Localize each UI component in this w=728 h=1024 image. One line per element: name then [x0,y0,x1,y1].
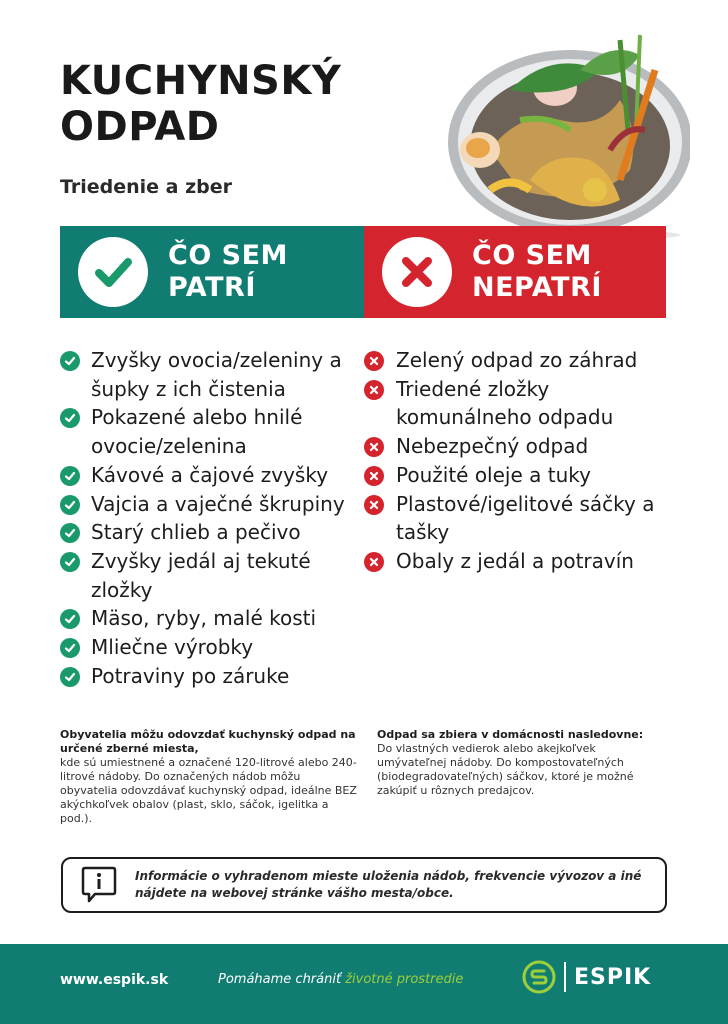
cross-badge-icon [382,237,452,307]
cross-circle-icon [364,351,384,371]
list-item-label: Zvyšky ovocia/zeleniny a šupky z ich čistenia [91,348,342,401]
list-item-label: Kávové a čajové zvyšky [91,462,329,487]
espik-logo [522,960,651,994]
cross-circle-icon [364,466,384,486]
info-collection-points [60,728,360,826]
list-item-label: Mliečne výrobky [91,635,254,660]
list-item [60,547,360,604]
list-item [60,633,360,662]
belongs-title-line2: PATRÍ [168,272,256,303]
list-item [364,490,664,547]
not-belongs-list [364,346,664,576]
cross-circle-icon [364,495,384,515]
page-subtitle: Triedenie a zber [60,176,233,198]
check-circle-icon [60,351,80,371]
not-belongs-title-line1: ČO SEM [472,240,592,271]
check-circle-icon [60,408,80,428]
list-item [60,403,360,460]
list-item-label: Triedené zložky komunálneho odpadu [396,376,614,430]
check-circle-icon [60,495,80,515]
info-collection-points-body: kde sú umiestnené a označené 120-litrové alebo 240-litrové nádoby. Do označených nádob môžu obyvatelia odovzdávať kuchynský odpad, ideálne BEZ akýchkoľvek obalov (plast, sklo, sáčok, igelitka a pod.). [60,756,357,825]
list-item-label: Starý chlieb a pečivo [91,520,301,545]
list-item-label: Mäso, ryby, malé kosti [91,606,317,631]
list-item-label: Plastové/igelitové sáčky a tašky [396,491,655,545]
info-household-collection [377,728,667,798]
info-collection-points-heading: Obyvatelia môžu odovzdať kuchynský odpad na určené zberné miesta, [60,728,356,755]
footer [0,944,728,1024]
list-item [60,604,360,633]
not-belongs-title [472,240,602,304]
list-item [364,346,664,375]
check-circle-icon [60,523,80,543]
list-item [60,490,360,519]
list-item [60,518,360,547]
notice-text: Informácie o vyhradenom mieste uloženia nádob, frekvencie vývozov a iné nájdete na webovej stránke vášho mesta/obce. [135,869,642,900]
check-circle-icon [60,552,80,572]
page-title-line1: KUCHYNSKÝ [60,58,342,104]
list-item-label: Potraviny po záruke [91,663,290,688]
footer-slogan [218,972,463,987]
belongs-title-line1: ČO SEM [168,240,288,271]
info-household-collection-heading: Odpad sa zbiera v domácnosti nasledovne: [377,728,644,741]
cross-circle-icon [364,552,384,572]
list-item-label: Použité oleje a tuky [396,462,591,487]
list-item-label: Zvyšky jedál aj tekuté zložky [91,548,311,602]
notice-box [61,857,667,913]
list-item-label: Pokazené alebo hnilé ovocie/zelenina [91,405,303,459]
list-item [364,375,664,432]
list-item-label: Zelený odpad zo záhrad [396,348,638,372]
list-item [60,662,360,691]
list-item [60,461,360,490]
info-speech-bubble-icon [81,865,117,905]
check-circle-icon [60,466,80,486]
cross-icon [395,250,439,294]
check-icon [91,250,135,294]
footer-website-link[interactable]: www.espik.sk [60,972,169,988]
belongs-list [60,346,360,690]
cross-circle-icon [364,437,384,457]
belongs-header [60,226,364,318]
check-circle-icon [60,638,80,658]
belongs-title [168,240,288,304]
list-item [364,547,664,576]
kitchen-waste-bowl-image [430,30,690,240]
check-circle-icon [60,609,80,629]
page-title [60,58,341,150]
espik-logo-icon [522,960,556,994]
check-circle-icon [60,667,80,687]
page-title-line2: ODPAD [60,104,220,150]
info-household-collection-body: Do vlastných vedierok alebo akejkoľvek umývateľnej nádoby. Do kompostovateľných (biodegradovateľných) sáčkov, ktoré je možné zakúpiť u rôznych predajcov. [377,742,634,797]
list-item [364,432,664,461]
not-belongs-header [364,226,666,318]
logo-separator [564,962,566,992]
list-item-label: Obaly z jedál a potravín [396,548,634,573]
not-belongs-title-line2: NEPATRÍ [472,272,602,303]
footer-slogan-highlight: životné prostredie [345,972,464,987]
cross-circle-icon [364,380,384,400]
espik-brand-name: ESPIK [574,964,652,990]
list-item-label: Vajcia a vaječné škrupiny [91,491,345,516]
list-item [364,461,664,490]
list-item [60,346,360,403]
check-badge-icon [78,237,148,307]
list-item-label: Nebezpečný odpad [396,434,589,459]
footer-slogan-start: Pomáhame chrániť [218,972,346,987]
